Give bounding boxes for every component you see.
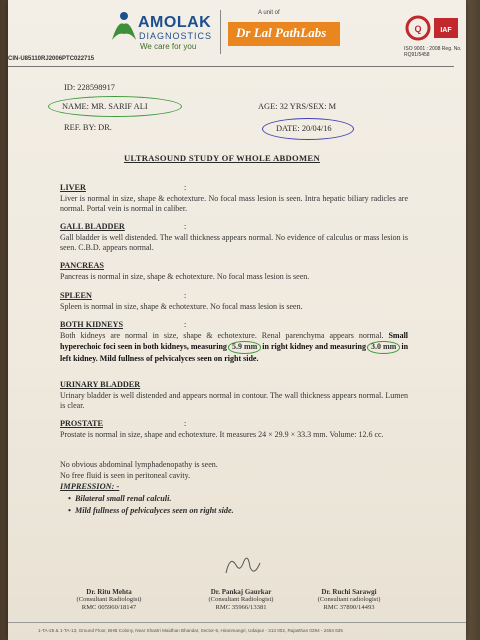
iso-cert-text: ISO 9001 : 2008 Reg. No. RQ91/5458 (404, 46, 462, 58)
date-circle-annotation (262, 118, 354, 140)
section-text-urinary-bladder: Urinary bladder is well distended and appears normal in contour. The wall thickness appears normal. Lumen is clear. (60, 391, 408, 411)
brand-tagline: We care for you (140, 42, 197, 51)
header-divider (220, 10, 221, 54)
section-colon: : (184, 320, 187, 329)
header-rule (8, 66, 454, 67)
impression-heading: IMPRESSION: - (60, 482, 120, 491)
section-text-liver: Liver is normal in size, shape & echotexture. No focal mass lesion is seen. Intra hepatic biliary radicles are normal. Portal vein is normal in caliber. (60, 194, 408, 214)
section-text-pancreas: Pancreas is normal in size, shape & echotexture. No focal mass lesion is seen. (60, 272, 310, 281)
section-colon: : (184, 183, 187, 192)
cin-number: CIN-U85110RJ2006PTC022715 (8, 56, 95, 62)
svg-text:IAF: IAF (440, 27, 452, 34)
doctor-block (294, 588, 404, 612)
doctor-reg: RMC 37890/14493 (323, 604, 375, 611)
footer-address: 1-TA-25 & 1-TA-13, Ground Floor, BHB Colony, Near Shastri Maidhan Bhandar, Sector-5, Hiranmangri, Udaipur - 313 002, Rajasthan 0294 - 2464 635 (38, 628, 343, 633)
report-paper (8, 0, 466, 640)
doctor-reg: RMC 005960/18147 (81, 604, 137, 611)
brand-name: AMOLAK (138, 14, 212, 31)
section-head-gall-bladder: GALL BLADDER (60, 222, 125, 231)
letterhead (8, 0, 466, 70)
doctor-block (54, 588, 164, 612)
footer-rule (8, 622, 466, 623)
patient-id: ID: 228598917 (64, 83, 115, 92)
doctor-role: (Consultant Radiologist) (208, 596, 274, 603)
right-kidney-measure-circled: 5.9 mm (228, 341, 261, 353)
section-text-prostate: Prostate is normal in size, shape and echotexture. It measures 24 × 29.9 × 33.3 mm. Volume: 12.6 cc. (60, 430, 384, 439)
left-kidney-measure-circled: 3.0 mm (367, 341, 400, 353)
impression-item: • Mild fullness of pelvicalyces seen on right side. (68, 506, 234, 515)
section-text-kidneys (60, 331, 408, 364)
study-title: ULTRASOUND STUDY OF WHOLE ABDOMEN (124, 153, 320, 163)
kidneys-finding-3: in left kidney. Mild fullness of pelvicalyces seen on right side. (60, 342, 409, 363)
section-colon: : (184, 419, 187, 428)
section-head-spleen: SPLEEN (60, 291, 92, 300)
section-colon: : (184, 291, 187, 300)
section-text-spleen: Spleen is normal in size, shape & echotexture. No focal mass lesion is seen. (60, 302, 303, 311)
svg-text:Q: Q (414, 24, 422, 34)
doctor-reg: RMC 35966/13381 (215, 604, 267, 611)
doctor-role: (Consultant radiologist) (317, 596, 381, 603)
patient-age-sex: AGE: 32 YRS/SEX: M (258, 102, 337, 111)
brand-subtitle: DIAGNOSTICS (139, 31, 213, 41)
name-circle-annotation (48, 96, 182, 117)
doctor-name: Dr. Ritu Mehta (86, 588, 132, 596)
doctor-role: (Consultant Radiologist) (76, 596, 142, 603)
partner-name: Dr Lal PathLabs (236, 25, 327, 40)
note-free-fluid: No free fluid is seen in peritoneal cavity. (60, 471, 191, 480)
doctor-signature (220, 553, 266, 579)
section-head-pancreas: PANCREAS (60, 261, 104, 270)
section-text-gall-bladder: Gall bladder is well distended. The wall thickness appears normal. No evidence of calculus or mass lesion is seen. C.B.D. appears normal. (60, 233, 408, 253)
unit-of-label: A unit of (258, 10, 280, 16)
doctor-block (186, 588, 296, 612)
kidneys-finding-1: Small hyperechoic foci seen in both kidneys, measuring (60, 331, 409, 352)
section-head-kidneys: BOTH KIDNEYS (60, 320, 124, 329)
note-lymphadenopathy: No obvious abdominal lymphadenopathy is seen. (60, 460, 218, 469)
report-date: DATE: 20/04/16 (276, 124, 332, 133)
kidneys-finding-2: in right kidney and measuring (262, 342, 366, 352)
section-colon: : (184, 222, 187, 231)
doctor-name: Dr. Ruchi Sarawgi (321, 588, 377, 596)
referred-by: REF. BY: DR. (64, 123, 112, 132)
amolak-logo-icon (108, 10, 140, 44)
section-head-liver: LIVER (60, 183, 86, 192)
kidneys-text-normal: Both kidneys are normal in size, shape & echotexture. Renal parenchyma appears normal. (60, 331, 384, 340)
patient-name: NAME: MR. SARIF ALI (62, 102, 148, 111)
doctor-name: Dr. Pankaj Gaurkar (210, 588, 272, 596)
section-head-prostate: PROSTATE (60, 419, 103, 428)
impression-text: Bilateral small renal calculi. (74, 494, 172, 503)
impression-item: • Bilateral small renal calculi. (68, 494, 172, 503)
impression-text: Mild fullness of pelvicalyces seen on right side. (74, 506, 234, 515)
section-head-urinary-bladder: URINARY BLADDER (60, 380, 141, 389)
